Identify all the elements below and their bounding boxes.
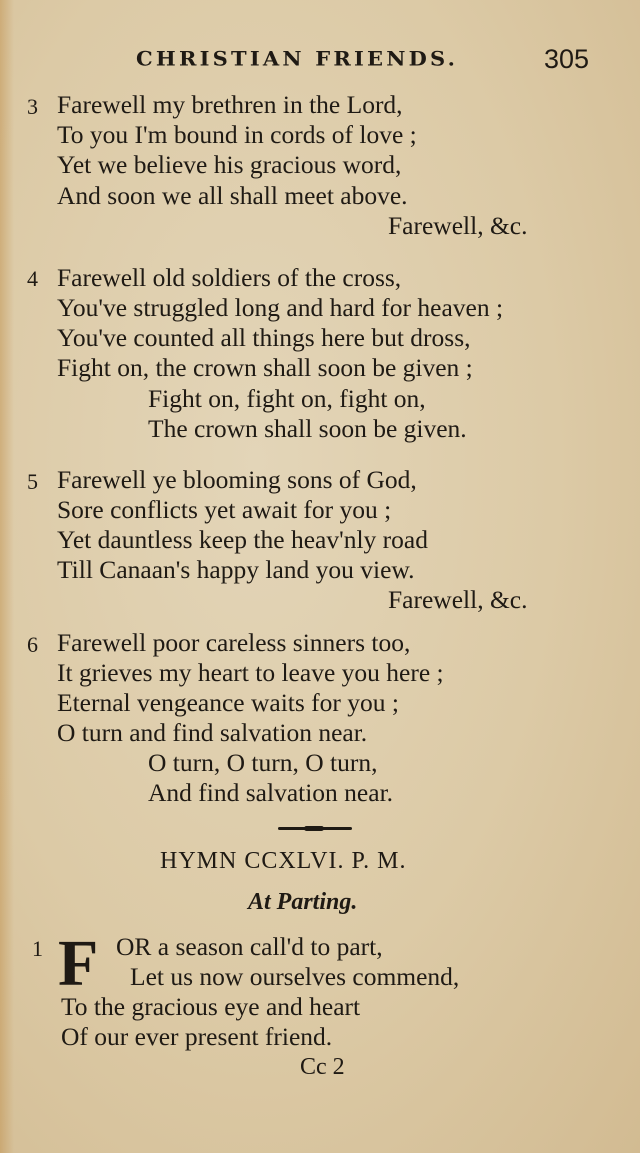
verse-line: Sore conflicts yet await for you ;: [57, 495, 392, 524]
verse-line: Fight on, the crown shall soon be given ;: [57, 353, 473, 382]
verse-line: To you I'm bound in cords of love ;: [57, 120, 417, 149]
stanza-number: 3: [27, 94, 38, 119]
verse-line: O turn and find salvation near.: [57, 718, 368, 747]
section-divider-rule: [278, 827, 352, 830]
hymn-title: HYMN CCXLVI. P. M.: [160, 848, 407, 874]
verse-line: Farewell poor careless sinners too,: [57, 628, 411, 657]
drop-cap: F: [58, 927, 99, 1000]
page-edge-stain: [0, 0, 14, 1153]
verse-line: Farewell ye blooming sons of God,: [57, 465, 417, 494]
stanza-number: 6: [27, 632, 38, 657]
page-number: 305: [544, 44, 590, 74]
verse-line: You've struggled long and hard for heaven ;: [57, 293, 504, 322]
stanza-number: 1: [32, 936, 43, 961]
verse-line: Farewell my brethren in the Lord,: [57, 90, 403, 119]
refrain-line: Farewell, &c.: [388, 585, 528, 614]
verse-line: To the gracious eye and heart: [61, 992, 361, 1021]
chorus-line: O turn, O turn, O turn,: [148, 748, 378, 777]
verse-line: Yet dauntless keep the heav'nly road: [57, 525, 428, 554]
chorus-line: And find salvation near.: [148, 778, 394, 807]
running-head: CHRISTIAN FRIENDS.: [136, 47, 459, 70]
stanza-number: 4: [27, 266, 38, 291]
verse-line: Farewell old soldiers of the cross,: [57, 263, 402, 292]
chorus-line: Fight on, fight on, fight on,: [148, 384, 426, 413]
verse-line: OR a season call'd to part,: [116, 932, 383, 961]
chorus-line: The crown shall soon be given.: [148, 414, 467, 443]
refrain-line: Farewell, &c.: [388, 211, 528, 240]
verse-line: Yet we believe his gracious word,: [57, 150, 402, 179]
verse-line: Of our ever present friend.: [61, 1022, 333, 1051]
signature-mark: Cc 2: [300, 1054, 345, 1080]
verse-line: Till Canaan's happy land you view.: [57, 555, 415, 584]
stanza-number: 5: [27, 469, 38, 494]
verse-line: And soon we all shall meet above.: [57, 181, 408, 210]
verse-line: Eternal vengeance waits for you ;: [57, 688, 399, 717]
hymn-subtitle: At Parting.: [248, 889, 358, 915]
verse-line: You've counted all things here but dross,: [57, 323, 471, 352]
verse-line: It grieves my heart to leave you here ;: [57, 658, 444, 687]
verse-line: Let us now ourselves commend,: [130, 962, 460, 991]
